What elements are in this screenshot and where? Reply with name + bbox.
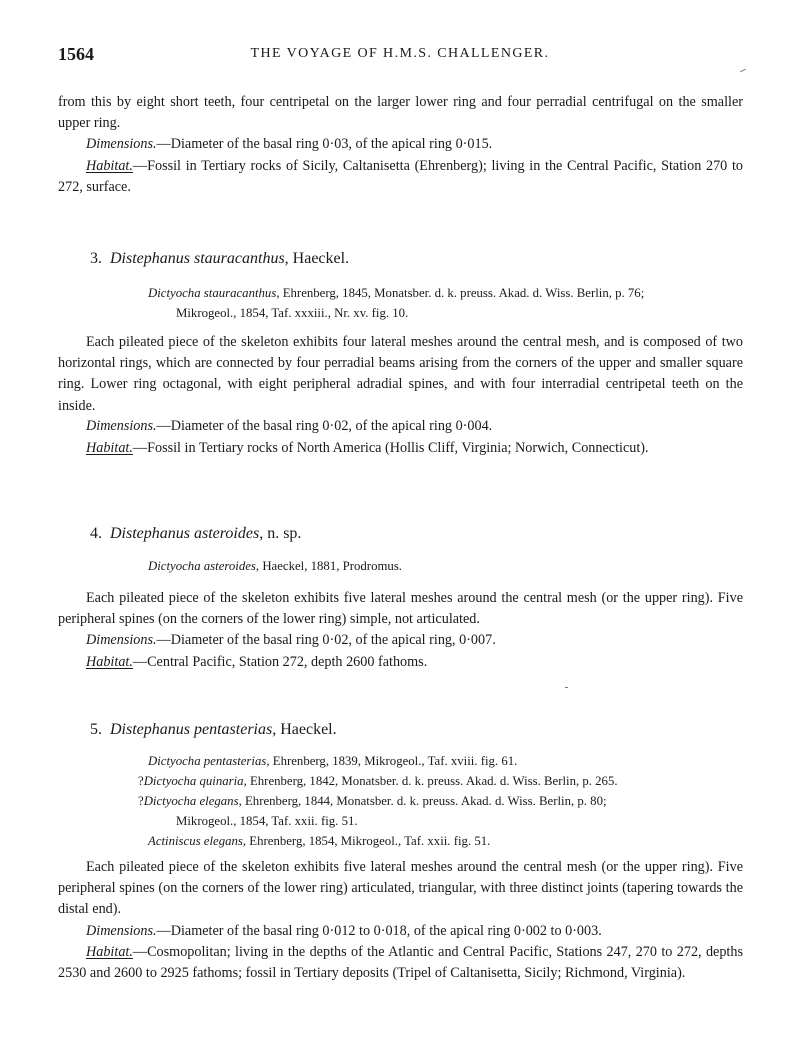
intro-dimensions: [58, 134, 743, 155]
species-5-habitat: [58, 942, 743, 984]
species-3-habitat: [58, 438, 743, 459]
synonym-line: [148, 831, 748, 851]
species-4-description: Each pileated piece of the skeleton exhibits five lateral meshes around the central mesh (or the upper ring). Five peripheral spines (on the corners of the lower ring) simple, not articulated.: [58, 590, 743, 628]
synonym-name: Actiniscus elegans: [148, 834, 243, 848]
habitat-label: Habitat.: [86, 158, 133, 174]
continuation-paragraph: from this by eight short teeth, four centripetal on the larger lower ring and four perradial centrifugal on the smaller upper ring.: [58, 94, 743, 132]
species-number: 4.: [90, 525, 102, 542]
species-3-description: Each pileated piece of the skeleton exhibits four lateral meshes around the central mesh, and is composed of two horizontal rings, which are connected by four perradial beams arising from the corners of the upper and smaller square ring. Lower ring octagonal, with eight peripheral adradial spines, and with four interradial centripetal teeth on the inside.: [58, 334, 743, 414]
dimensions-text: —Diameter of the basal ring 0·02, of the apical ring, 0·007.: [156, 632, 496, 648]
speck-mark: [565, 687, 568, 688]
species-5-synonymy: [138, 751, 748, 851]
species-5-title: [90, 721, 337, 739]
habitat-label: Habitat.: [86, 944, 133, 960]
synonym-line: [138, 771, 748, 791]
dimensions-label: Dimensions.: [86, 418, 157, 434]
species-4-habitat: [58, 652, 743, 673]
dimensions-label: Dimensions.: [86, 632, 157, 648]
dimensions-label: Dimensions.: [86, 136, 157, 152]
species-name: Distephanus stauracanthus: [110, 250, 285, 267]
synonym-name: Dictyocha elegans: [143, 794, 239, 808]
species-5-description: Each pileated piece of the skeleton exhibits five lateral meshes around the central mesh (or the upper ring). Five peripheral spines (on the corners of the lower ring) articulated, triangular, with three distinct joints (tapering towards the distal end).: [58, 859, 743, 918]
running-title: THE VOYAGE OF H.M.S. CHALLENGER.: [250, 46, 550, 61]
species-author: , n. sp.: [259, 525, 302, 542]
synonym-ref: , Ehrenberg, 1844, Monatsber. d. k. preuss. Akad. d. Wiss. Berlin, p. 80;: [238, 794, 607, 808]
synonym-ref: , Ehrenberg, 1845, Monatsber. d. k. preuss. Akad. d. Wiss. Berlin, p. 76;: [276, 286, 645, 300]
synonym-name: Dictyocha quinaria: [143, 774, 244, 788]
synonym-line: [148, 556, 748, 576]
species-5-dimensions: [58, 921, 743, 942]
synonym-line: Mikrogeol., 1854, Taf. xxxiii., Nr. xv. fig. 10.: [176, 306, 409, 320]
species-3-synonymy: [148, 283, 748, 323]
dimensions-text: —Diameter of the basal ring 0·012 to 0·018, of the apical ring 0·002 to 0·003.: [156, 923, 602, 939]
species-name: Distephanus pentasterias: [110, 721, 273, 738]
synonym-name: Dictyocha pentasterias: [148, 754, 267, 768]
habitat-text: —Fossil in Tertiary rocks of North America (Hollis Cliff, Virginia; Norwich, Connecticut).: [132, 440, 649, 456]
synonym-line: [138, 791, 748, 811]
page-number: 1564: [58, 44, 94, 64]
species-number: 3.: [90, 250, 102, 267]
habitat-text: —Fossil in Tertiary rocks of Sicily, Caltanisetta (Ehrenberg); living in the Central Pacific, Station 270 to 272, surface.: [58, 158, 743, 196]
doubt-mark: ?: [138, 794, 144, 808]
habitat-label: Habitat.: [86, 654, 133, 670]
species-4-dimensions: [58, 630, 743, 651]
dimensions-text: —Diameter of the basal ring 0·02, of the apical ring 0·004.: [156, 418, 493, 434]
intro-habitat: [58, 156, 743, 198]
page-header: [58, 44, 742, 70]
species-3-title: [90, 250, 349, 268]
synonym-ref: , Ehrenberg, 1854, Mikrogeol., Taf. xxii. fig. 51.: [242, 834, 491, 848]
synonym-ref: , Ehrenberg, 1839, Mikrogeol., Taf. xviii. fig. 61.: [266, 754, 518, 768]
synonym-line: [148, 283, 748, 303]
synonym-line: Mikrogeol., 1854, Taf. xxii. fig. 51.: [176, 814, 358, 828]
species-author: , Haeckel.: [284, 250, 350, 267]
habitat-label: Habitat.: [86, 440, 133, 456]
synonym-line: [148, 751, 748, 771]
habitat-text: —Central Pacific, Station 272, depth 2600 fathoms.: [132, 654, 428, 670]
dimensions-text: —Diameter of the basal ring 0·03, of the apical ring 0·015.: [156, 136, 493, 152]
species-number: 5.: [90, 721, 102, 738]
species-4-title: [90, 525, 301, 543]
species-name: Distephanus asteroides: [110, 525, 260, 542]
synonym-ref: , Ehrenberg, 1842, Monatsber. d. k. preuss. Akad. d. Wiss. Berlin, p. 265.: [243, 774, 618, 788]
synonym-ref: , Haeckel, 1881, Prodromus.: [255, 559, 402, 573]
species-3-dimensions: [58, 416, 743, 437]
species-author: , Haeckel.: [272, 721, 337, 738]
doubt-mark: ?: [138, 774, 144, 788]
dimensions-label: Dimensions.: [86, 923, 157, 939]
habitat-text: —Cosmopolitan; living in the depths of the Atlantic and Central Pacific, Stations 247, 270 to 272, depths 2530 and 2600 to 2925 fathoms; fossil in Tertiary deposits (Tripel of Caltanisetta, Sicily; Richmond, Virginia).: [58, 944, 743, 982]
synonym-name: Dictyocha asteroides: [148, 559, 256, 573]
synonym-name: Dictyocha stauracanthus: [148, 286, 277, 300]
species-4-synonymy: [148, 556, 748, 576]
